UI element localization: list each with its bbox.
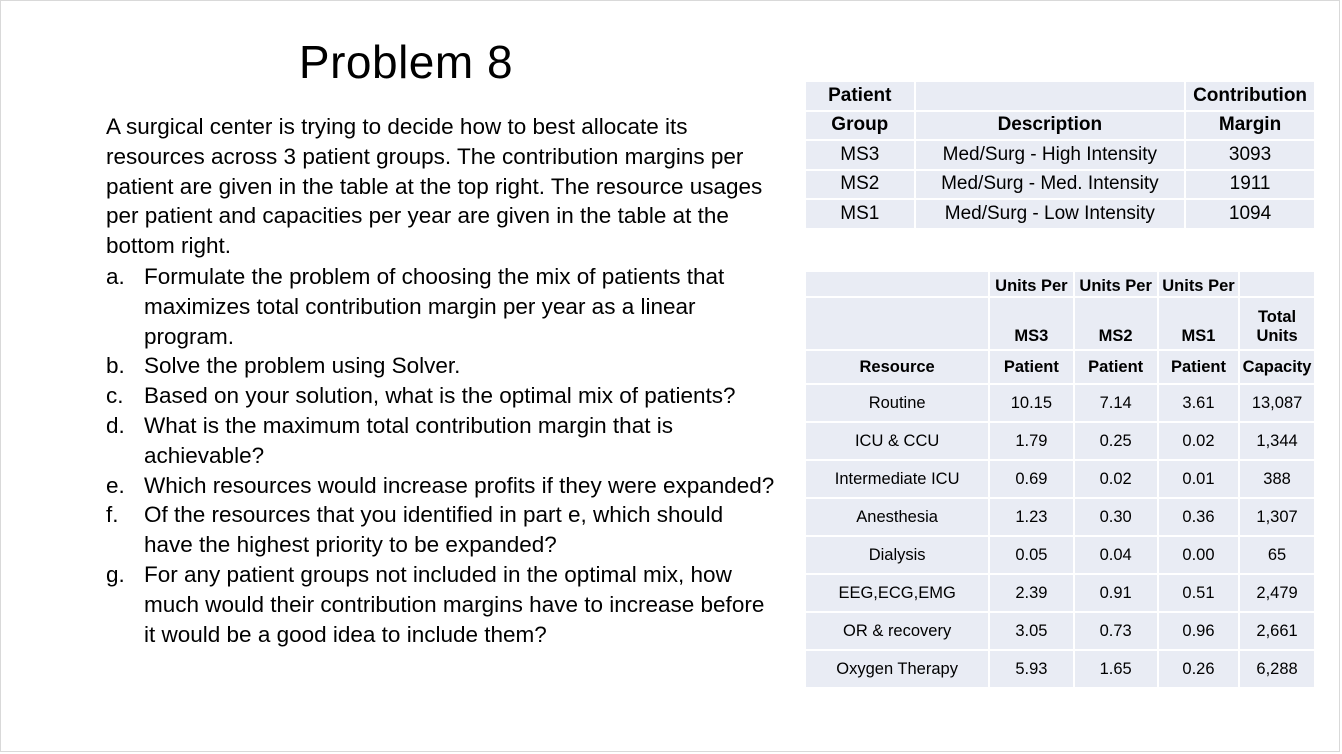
question-text: Formulate the problem of choosing the mix of patients that maximizes total contribution margin per year as a linear program.	[144, 264, 725, 349]
table-row	[806, 423, 1314, 459]
question-item	[106, 351, 776, 381]
header-cell: Description	[916, 112, 1185, 140]
table-row	[806, 141, 1314, 169]
table-cell: 7.14	[1075, 385, 1157, 421]
question-item	[106, 262, 776, 351]
slide-title: Problem 8	[298, 36, 514, 88]
header-cell: Patient	[990, 351, 1072, 383]
question-text: Solve the problem using Solver.	[144, 353, 461, 379]
question-text: Based on your solution, what is the optimal mix of patients?	[144, 383, 736, 409]
table-cell: 13,087	[1240, 385, 1314, 421]
question-text: Of the resources that you identified in part e, which should have the highest priority to be expanded?	[144, 502, 724, 558]
header-cell	[1240, 272, 1314, 296]
header-cell: Patient	[1075, 351, 1157, 383]
table-cell: 0.36	[1159, 499, 1238, 535]
resource-usage-table	[804, 270, 1316, 689]
header-cell: MS2	[1075, 298, 1157, 349]
table-row	[806, 651, 1314, 687]
header-cell	[1240, 298, 1314, 349]
question-item	[106, 411, 776, 471]
table-cell: 3.05	[990, 613, 1072, 649]
table-cell: 2.39	[990, 575, 1072, 611]
question-item	[106, 500, 776, 560]
table-cell: Dialysis	[806, 537, 988, 573]
question-item	[106, 471, 776, 501]
table-row	[806, 200, 1314, 228]
table-cell: EEG,ECG,EMG	[806, 575, 988, 611]
table-cell: 1911	[1186, 171, 1314, 199]
table-cell: 2,479	[1240, 575, 1314, 611]
table-cell: Intermediate ICU	[806, 461, 988, 497]
table-cell: 1.65	[1075, 651, 1157, 687]
question-letter: a.	[106, 264, 125, 289]
question-text: For any patient groups not included in the optimal mix, how much would their contribution margins have to increase before it would be a good idea to include them?	[144, 561, 765, 647]
table-row	[806, 461, 1314, 497]
table-cell: Oxygen Therapy	[806, 651, 988, 687]
header-cell: Contribution	[1186, 82, 1314, 110]
table-cell: 0.02	[1159, 423, 1238, 459]
question-letter: c.	[106, 383, 124, 409]
table-cell: 5.93	[990, 651, 1072, 687]
question-item	[106, 560, 776, 649]
table-cell: 1094	[1186, 200, 1314, 228]
table-cell: 1,307	[1240, 499, 1314, 535]
table-row	[806, 575, 1314, 611]
units-label: Units	[1256, 327, 1298, 345]
table-cell: Med/Surg - Low Intensity	[916, 200, 1185, 228]
header-cell	[806, 298, 988, 349]
header-cell: Units Per	[1075, 272, 1157, 296]
table-cell: 0.96	[1159, 613, 1238, 649]
header-cell: Resource	[806, 351, 988, 383]
problem-intro: A surgical center is trying to decide how to best allocate its resources across 3 patient groups. The contribution margins per patient are given in the table at the top right. The resource usages per patient and capacities per year are given in the table at the bottom right.	[106, 114, 763, 259]
table-cell: 1.79	[990, 423, 1072, 459]
table-cell: 65	[1240, 537, 1314, 573]
table-cell: 1,344	[1240, 423, 1314, 459]
total-label: Total	[1257, 308, 1297, 326]
header-cell: Units Per	[990, 272, 1072, 296]
header-cell	[806, 272, 988, 296]
table-cell: Anesthesia	[806, 499, 988, 535]
question-item	[106, 381, 776, 411]
header-cell: MS3	[990, 298, 1072, 349]
table-row	[806, 537, 1314, 573]
table-cell: Med/Surg - High Intensity	[916, 141, 1185, 169]
table-cell: Routine	[806, 385, 988, 421]
table-cell: 0.91	[1075, 575, 1157, 611]
header-cell	[916, 82, 1185, 110]
table-cell: 3.61	[1159, 385, 1238, 421]
table-cell: 0.02	[1075, 461, 1157, 497]
table-cell: 0.69	[990, 461, 1072, 497]
question-letter: g.	[106, 561, 125, 587]
table-cell: 10.15	[990, 385, 1072, 421]
table-cell: 0.05	[990, 537, 1072, 573]
table-cell: 6,288	[1240, 651, 1314, 687]
table-cell: 0.51	[1159, 575, 1238, 611]
table-cell: 0.73	[1075, 613, 1157, 649]
header-cell: Patient	[806, 82, 914, 110]
table-cell: MS2	[806, 171, 914, 199]
table-cell: 0.00	[1159, 537, 1238, 573]
header-cell: Margin	[1186, 112, 1314, 140]
table-cell: 0.25	[1075, 423, 1157, 459]
table-cell: 0.30	[1075, 499, 1157, 535]
table-row	[806, 613, 1314, 649]
question-text: Which resources would increase profits if they were expanded?	[144, 472, 775, 498]
question-text: What is the maximum total contribution margin that is achievable?	[144, 412, 673, 468]
table-cell: ICU & CCU	[806, 423, 988, 459]
table-cell: 0.01	[1159, 461, 1238, 497]
table-cell: 388	[1240, 461, 1314, 497]
table-cell: OR & recovery	[806, 613, 988, 649]
table-cell: Med/Surg - Med. Intensity	[916, 171, 1185, 199]
header-cell: Capacity	[1240, 351, 1314, 383]
question-letter: f.	[106, 502, 119, 528]
contribution-margin-table	[804, 80, 1316, 230]
header-cell: Group	[806, 112, 914, 140]
table-cell: MS3	[806, 141, 914, 169]
table-cell: 1.23	[990, 499, 1072, 535]
table-row	[806, 385, 1314, 421]
question-letter: d.	[106, 412, 125, 438]
table-cell: 0.26	[1159, 651, 1238, 687]
table-cell: 0.04	[1075, 537, 1157, 573]
header-cell: MS1	[1159, 298, 1238, 349]
question-letter: b.	[106, 353, 125, 379]
question-list	[106, 262, 776, 649]
table-cell: 2,661	[1240, 613, 1314, 649]
header-cell: Units Per	[1159, 272, 1238, 296]
table-row	[806, 499, 1314, 535]
question-letter: e.	[106, 472, 125, 498]
table-cell: MS1	[806, 200, 914, 228]
table-row	[806, 171, 1314, 199]
header-cell: Patient	[1159, 351, 1238, 383]
table-cell: 3093	[1186, 141, 1314, 169]
